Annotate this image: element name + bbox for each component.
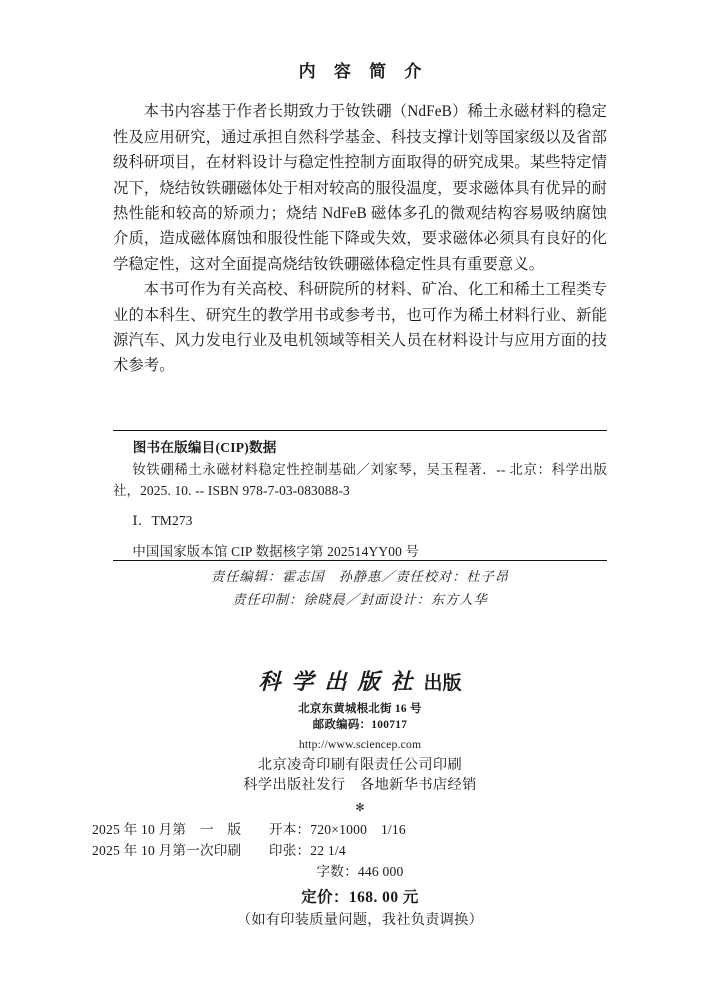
cip-heading: 图书在版编目(CIP)数据 (132, 440, 277, 455)
abstract-paragraph-2: 本书可作为有关高校、科研院所的材料、矿冶、化工和稀土工程类专业的本科生、研究生的教学用书或参考书，也可作为稀土材料行业、新能源汽车、风力发电行业及电机领域等相关人员在材料设计与应用方面的技术参考。 (113, 281, 607, 375)
editor-credit-line: 责任编辑：霍志国 孙静惠／责任校对：杜子昂 (211, 570, 509, 585)
cip-section (113, 437, 607, 562)
publisher-brand-name: 科学出版社 (258, 669, 424, 695)
cip-classification: Ⅰ．TM273 (132, 513, 193, 528)
cip-record-number: 中国国家版本馆 CIP 数据核字第 202514YY00 号 (132, 544, 420, 559)
production-credit-line: 责任印制：徐晓晨／封面设计：东方人华 (232, 593, 488, 608)
printer-line: 北京凌奇印刷有限责任公司印刷 (257, 756, 463, 773)
publisher-postcode: 邮政编码：100717 (312, 719, 408, 731)
print-specs-block (60, 819, 660, 882)
publisher-address: 北京东黄城根北街 16 号 (298, 702, 422, 715)
publisher-logo (60, 668, 660, 697)
publisher-verb: 出版 (423, 673, 462, 694)
distribution-line: 科学出版社发行 各地新华书店经销 (243, 777, 477, 793)
quality-note: （如有印装质量问题，我社负责调换） (236, 911, 484, 928)
cip-entry: 钕铁硼稀土永磁材料稳定性控制基础／刘家琴，吴玉程著．-- 北京：科学出版社，2025. 10. -- ISBN 978-7-03-083088-3 (113, 462, 607, 498)
abstract-section (113, 62, 607, 379)
edition-line: 2025 年 10 月第 一 版 开本：720×1000 1/16 (92, 821, 406, 837)
divider-above-cip (113, 430, 607, 431)
impression-line: 2025 年 10 月第一次印刷 印张：22 1/4 (92, 842, 346, 858)
staff-credits-section (113, 566, 607, 612)
page-title: 内 容 简 介 (298, 62, 429, 81)
asterisk-separator: ✻ (355, 801, 365, 814)
publisher-url: http://www.sciencep.com (298, 737, 422, 751)
abstract-paragraph-1: 本书内容基于作者长期致力于钕铁硼（NdFeB）稀土永磁材料的稳定性及应用研究，通过承担自然科学基金、科技支撑计划等国家级以及省部级科研项目，在材料设计与稳定性控制方面取得的研究成果。某些特定情况下，烧结钕铁硼磁体处于相对较高的服役温度，要求磁体具有优异的耐热性能和较高的矫顽力；烧结 NdFeB 磁体多孔的微观结构容易吸纳腐蚀介质，造成磁体腐蚀和服役性能下降或失效，要求磁体必须具有良好的化学稳定性，这对全面提高烧结钕铁硼磁体稳定性具有重要意义。 (113, 103, 607, 273)
wordcount-line: 字数：446 000 (316, 863, 404, 879)
price-line: 定价：168. 00 元 (301, 888, 419, 906)
imprint-section (60, 668, 660, 931)
